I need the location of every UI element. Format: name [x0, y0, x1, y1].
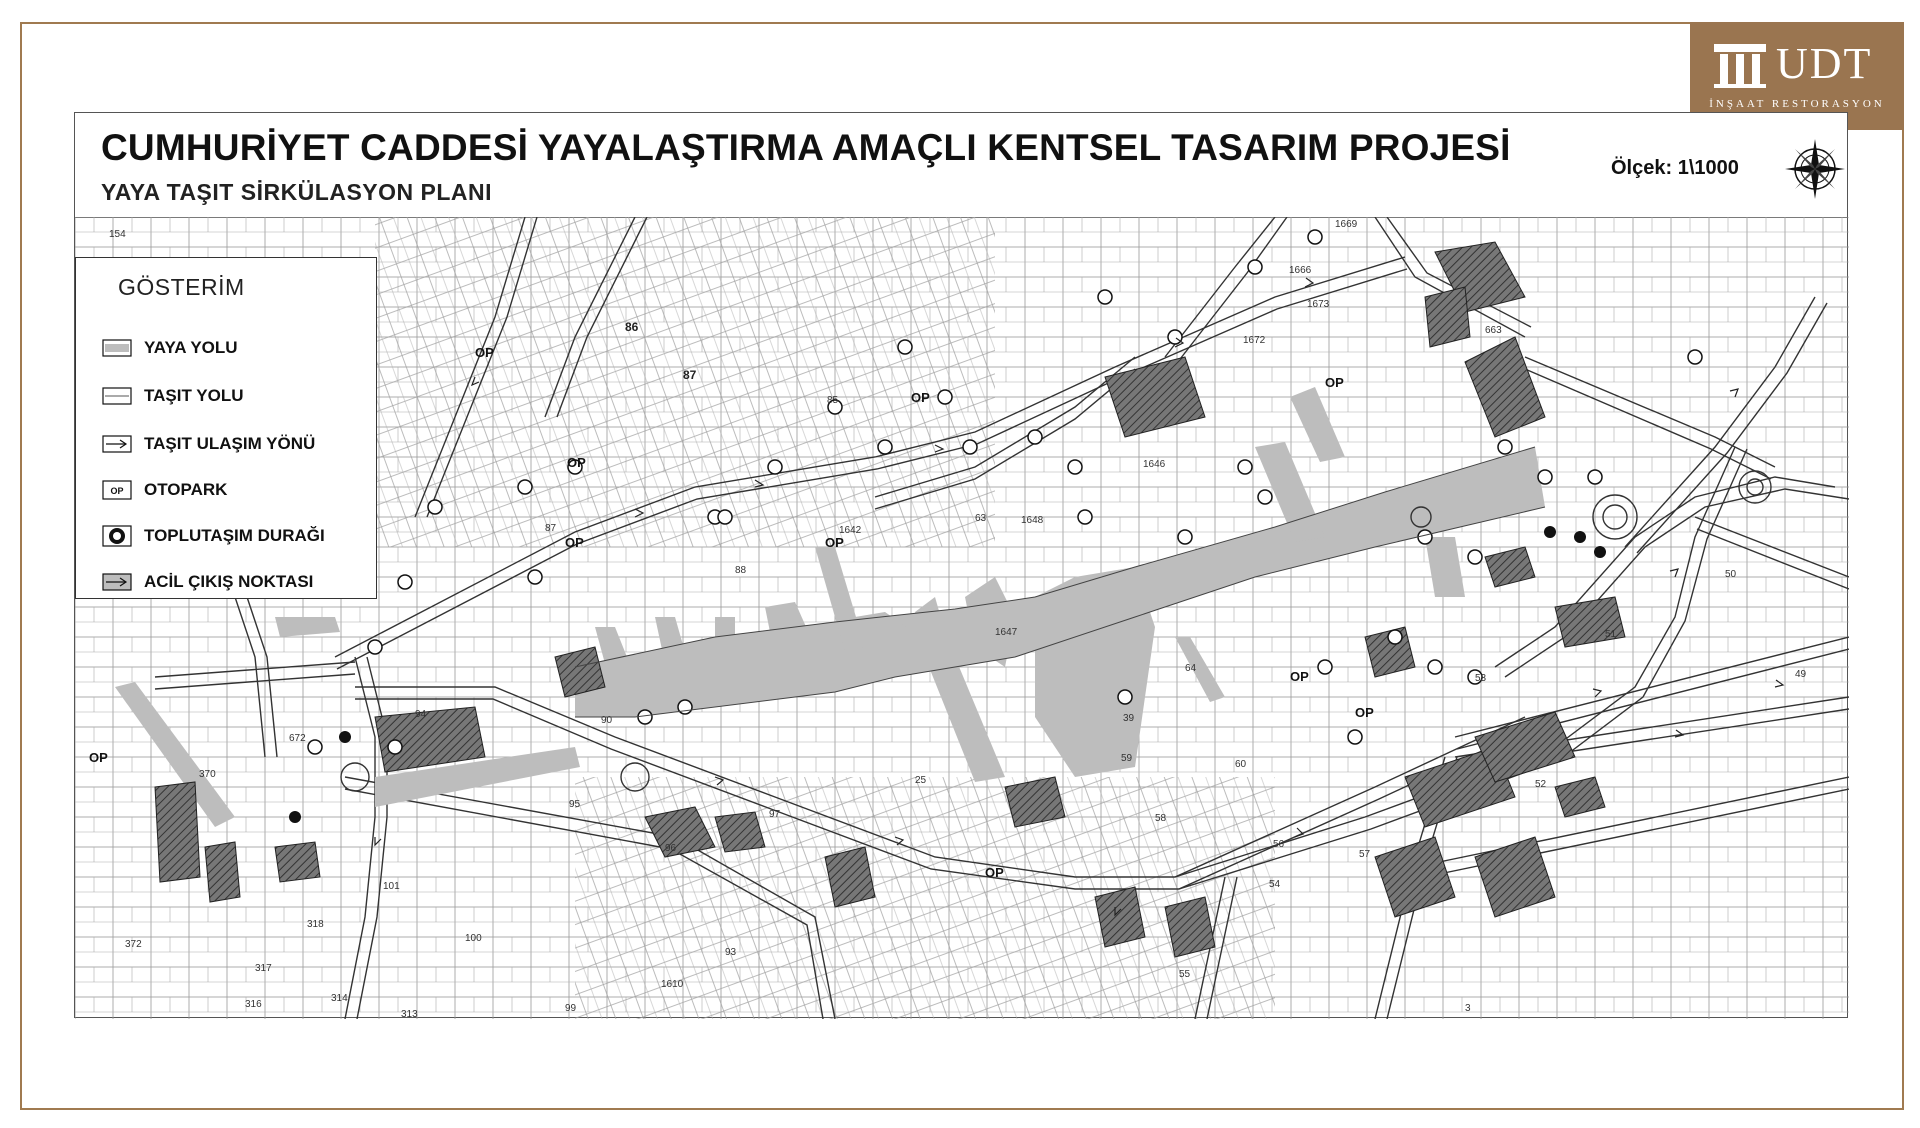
- parcel-label: 154: [109, 229, 126, 240]
- parcel-fabric-north: [375, 217, 995, 547]
- parcel-label: 1666: [1289, 265, 1312, 276]
- parcel-label: 59: [1121, 753, 1133, 764]
- parking-label: OP: [89, 750, 108, 765]
- parcel-label: 372: [125, 939, 142, 950]
- parcel-label: 86: [625, 320, 639, 334]
- parcel-label: 64: [1185, 663, 1197, 674]
- parcel-label: 25: [915, 775, 927, 786]
- parcel-label: 672: [289, 733, 306, 744]
- parcel-label: 56: [1273, 839, 1285, 850]
- parcel-label: 1647: [995, 627, 1018, 638]
- legend-item-vehicle-direction: [102, 432, 372, 458]
- legend-label: YAYA YOLU: [144, 338, 238, 357]
- plan-sheet: [74, 112, 1848, 1018]
- parcel-label: 1673: [1307, 299, 1330, 310]
- parcel-label: 57: [1359, 849, 1371, 860]
- site-plan-map: [75, 217, 1849, 1019]
- page-title: CUMHURİYET CADDESİ YAYALAŞTIRMA AMAÇLI KENTSEL TASARIM PROJESİ: [101, 127, 1511, 168]
- legend-item-transit-stop: [102, 524, 372, 550]
- parking-label: OP: [567, 455, 586, 470]
- parcel-label: 663: [1485, 325, 1502, 336]
- parcel-label: 63: [975, 513, 987, 524]
- parking-label: OP: [475, 345, 494, 360]
- parcel-label: 51: [1605, 629, 1617, 640]
- parcel-label: 85: [827, 395, 839, 406]
- parcel-label: 54: [1269, 879, 1281, 890]
- transit-stop-icon: [102, 524, 132, 548]
- parcel-label: 314: [331, 993, 348, 1004]
- parcel-label: 313: [401, 1009, 418, 1019]
- parcel-label: 93: [725, 947, 737, 958]
- parcel-label: 87: [545, 523, 557, 534]
- page-subtitle: YAYA TAŞIT SİRKÜLASYON PLANI: [101, 179, 493, 205]
- parcel-label: 90: [601, 715, 613, 726]
- legend-title: GÖSTERİM: [118, 274, 245, 300]
- parcel-label: 87: [683, 368, 697, 382]
- legend-item-parking: [102, 478, 372, 504]
- logo-subtext: İNŞAAT RESTORASYON: [1709, 98, 1885, 110]
- parcel-label: 3: [1465, 1003, 1471, 1014]
- logo-text: UDT: [1776, 39, 1873, 88]
- parcel-label: 94: [415, 709, 427, 720]
- parcel-label: 1610: [661, 979, 684, 990]
- parcel-label: 60: [1235, 759, 1247, 770]
- parcel-label: 53: [1475, 673, 1487, 684]
- parking-label: OP: [565, 535, 584, 550]
- column-logo-icon: [1712, 42, 1768, 90]
- legend-item-emergency-exit: [102, 570, 372, 596]
- parking-label: OP: [911, 390, 930, 405]
- title-block: [75, 113, 1847, 218]
- parcel-label: 1646: [1143, 459, 1166, 470]
- north-arrow-icon: [1783, 137, 1847, 201]
- parking-label: OP: [1355, 705, 1374, 720]
- parcel-label: 52: [1535, 779, 1547, 790]
- parcel-label: 97: [769, 809, 781, 820]
- legend-label: TAŞIT YOLU: [144, 386, 244, 405]
- parcel-label: 101: [383, 881, 400, 892]
- emergency-exit-icon: [102, 570, 132, 594]
- parcel-label: 39: [1123, 713, 1135, 724]
- svg-text:OP: OP: [110, 486, 124, 496]
- scale-label: Ölçek: 1\1000: [1611, 157, 1739, 179]
- legend-item-vehicle-road: [102, 384, 372, 410]
- parcel-label: 1669: [1335, 219, 1358, 230]
- parcel-label: 370: [199, 769, 216, 780]
- parking-label: OP: [1290, 669, 1309, 684]
- parcel-label: 316: [245, 999, 262, 1010]
- legend-label: TOPLUTAŞIM DURAĞI: [144, 526, 325, 545]
- vehicle-road-icon: [102, 384, 132, 408]
- parking-label: OP: [1325, 375, 1344, 390]
- parcel-label: 96: [665, 843, 677, 854]
- direction-arrow-icon: [102, 432, 132, 456]
- parcel-label: 58: [1155, 813, 1167, 824]
- legend-box: [75, 257, 377, 599]
- parking-label: OP: [985, 865, 1004, 880]
- pedestrian-road-icon: [102, 336, 132, 360]
- parcel-label: 1648: [1021, 515, 1044, 526]
- parcel-label: 318: [307, 919, 324, 930]
- parcel-label: 50: [1725, 569, 1737, 580]
- parking-box-icon: [102, 478, 132, 502]
- parcel-label: 1672: [1243, 335, 1266, 346]
- legend-label: ACİL ÇIKIŞ NOKTASI: [144, 572, 314, 591]
- parcel-label: 95: [569, 799, 581, 810]
- parcel-label: 1642: [839, 525, 862, 536]
- legend-label: TAŞIT ULAŞIM YÖNÜ: [144, 434, 316, 453]
- legend-label: OTOPARK: [144, 480, 228, 499]
- legend-item-pedestrian-road: [102, 336, 372, 362]
- parcel-label: 55: [1179, 969, 1191, 980]
- parcel-label: 49: [1795, 669, 1807, 680]
- parcel-label: 88: [735, 565, 747, 576]
- parcel-label: 100: [465, 933, 482, 944]
- parcel-label: 99: [565, 1003, 577, 1014]
- parking-label: OP: [825, 535, 844, 550]
- parcel-label: 317: [255, 963, 272, 974]
